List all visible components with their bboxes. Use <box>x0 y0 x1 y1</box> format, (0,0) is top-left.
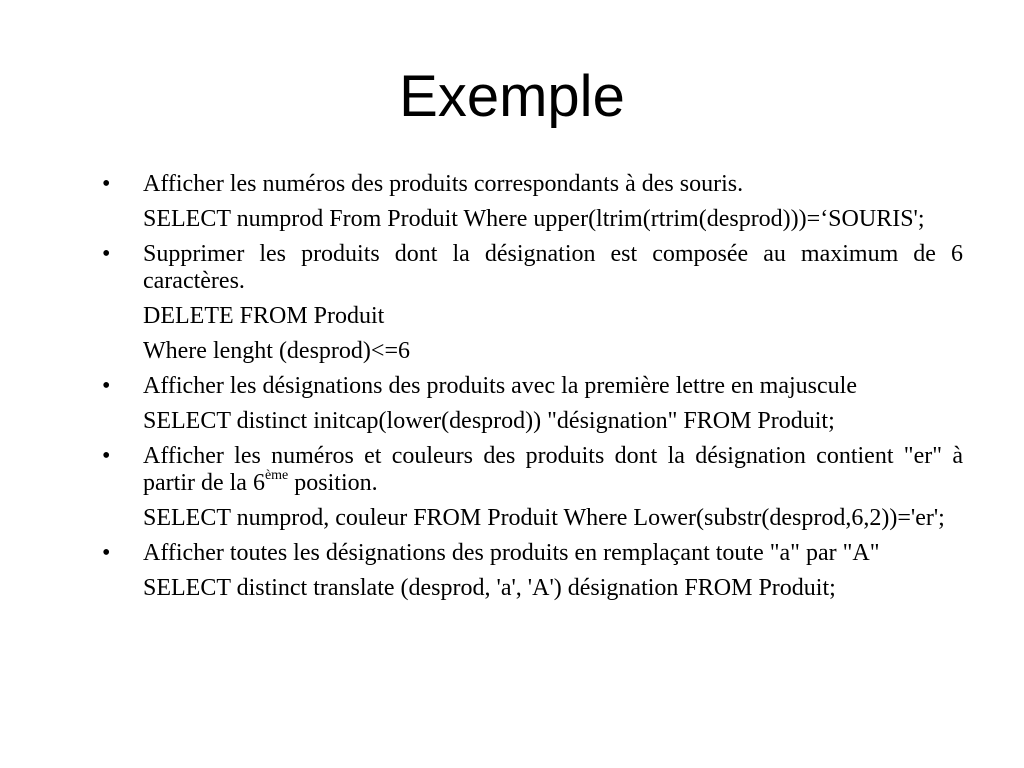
sql-query: SELECT distinct translate (desprod, 'a', 'A') désignation FROM Produit; <box>143 575 836 601</box>
bullet-text-main: Afficher les numéros et couleurs des produits dont la désignation contient "er" à partir de la 6 <box>143 443 963 496</box>
sql-query: DELETE FROM Produit <box>143 303 385 329</box>
bullet-icon: • <box>102 443 111 469</box>
sql-query: SELECT numprod From Produit Where upper(ltrim(rtrim(desprod)))=‘SOURIS'; <box>143 206 925 232</box>
bullet-text-end: position. <box>288 470 378 496</box>
bullet-item-2 <box>100 241 963 295</box>
sql-query: Where lenght (desprod)<=6 <box>143 338 410 364</box>
sql-query: SELECT distinct initcap(lower(desprod)) "désignation" FROM Produit; <box>143 408 835 434</box>
bullet-text: Afficher toutes les désignations des produits en remplaçant toute "a" par "A" <box>143 540 880 566</box>
bullet-item-4 <box>100 443 963 497</box>
bullet-text: Supprimer les produits dont la désignation est composée au maximum de 6 caractères. <box>143 241 963 294</box>
bullet-icon: • <box>102 241 111 267</box>
bullet-text <box>143 443 963 496</box>
bullet-text: Afficher les numéros des produits correspondants à des souris. <box>143 171 744 197</box>
slide-content <box>100 171 963 602</box>
superscript: ème <box>264 468 289 483</box>
bullet-text: Afficher les désignations des produits avec la première lettre en majuscule <box>143 373 857 399</box>
bullet-item-1 <box>100 171 963 198</box>
bullet-icon: • <box>102 540 111 566</box>
bullet-icon: • <box>102 373 111 399</box>
slide-title: Exemple <box>399 64 625 129</box>
bullet-icon: • <box>102 171 111 197</box>
bullet-item-5 <box>100 540 963 567</box>
sql-query: SELECT numprod, couleur FROM Produit Where Lower(substr(desprod,6,2))='er'; <box>143 505 945 531</box>
bullet-item-3 <box>100 373 963 400</box>
